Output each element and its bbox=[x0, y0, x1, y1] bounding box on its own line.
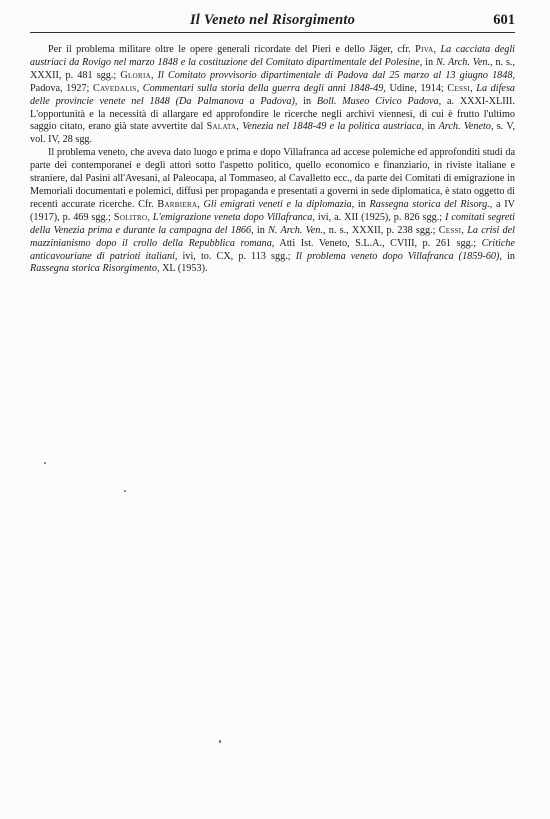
text-run: , bbox=[461, 224, 468, 236]
text-run: , n. s., XXXII, p. 481 sgg.; bbox=[30, 56, 516, 81]
print-speck bbox=[219, 740, 221, 743]
text-run: , n. s., XXXII, p. 238 sgg.; bbox=[322, 224, 439, 236]
author-name: Cessi bbox=[438, 224, 462, 236]
page-header bbox=[30, 10, 515, 33]
footnote-text bbox=[30, 44, 515, 276]
work-title: Boll. Museo Civico Padova bbox=[316, 95, 439, 107]
work-title: I comitati segreti della Venezia prima e durante la campagna del 1866 bbox=[30, 211, 515, 236]
text-run: , bbox=[236, 121, 243, 133]
work-title: N. Arch. Ven. bbox=[435, 56, 491, 68]
text-run: Per il problema militare oltre le opere generali ricordate del Pieri e dello Jäger, cfr. bbox=[48, 44, 416, 55]
page-number: 601 bbox=[493, 12, 515, 28]
work-title: Il problema veneto dopo Villafranca (1859-60) bbox=[295, 250, 500, 262]
text-run: , bbox=[433, 44, 441, 55]
text-run: , a IV (1917), p. 469 sgg.; bbox=[30, 198, 516, 223]
text-run: , in bbox=[294, 95, 317, 107]
text-run: , XL (1953). bbox=[156, 263, 208, 275]
work-title: La crisi del mazzinianismo dopo il crollo della Repubblica romana bbox=[30, 224, 515, 249]
work-title: Critiche anticavouriane di patrioti italiani bbox=[30, 237, 515, 262]
author-name: Gloria bbox=[120, 69, 151, 81]
text-run: , bbox=[470, 82, 477, 94]
work-title: La difesa delle provincie venete nel 1848 (Da Palmanova a Padova) bbox=[30, 82, 516, 107]
text-run: , ivi, a. XII (1925), p. 826 sgg.; bbox=[312, 211, 446, 223]
work-title: Rassegna storica del Risorg. bbox=[369, 198, 490, 210]
text-run: , Padova, 1927; bbox=[30, 69, 515, 94]
work-title: L'emigrazione veneta dopo Villafranca bbox=[152, 211, 313, 223]
print-speck bbox=[44, 462, 46, 464]
text-run: , in bbox=[499, 250, 515, 262]
text-run: , bbox=[147, 211, 153, 223]
work-title: N. Arch. Ven. bbox=[268, 224, 323, 236]
paragraph-military-problem bbox=[30, 44, 515, 147]
text-run: , Udine, 1914; bbox=[383, 82, 448, 94]
text-run: , in bbox=[419, 56, 436, 68]
work-title: Commentari sulla storia della guerra degli anni 1848-49 bbox=[142, 82, 384, 94]
text-run: , bbox=[197, 198, 204, 210]
work-title: Il Comitato provvisorio dipartimentale di Padova dal 25 marzo al 13 giugno 1848 bbox=[157, 69, 513, 81]
text-run: , in bbox=[251, 224, 269, 236]
author-name: Cessi bbox=[447, 82, 471, 94]
text-run: , ivi, to. CX, p. 113 sgg.; bbox=[174, 250, 296, 262]
work-title: Gli emigrati veneti e la diplomazia bbox=[203, 198, 352, 210]
text-run: Il problema veneto, che aveva dato luogo e prima e dopo Villafranca ad accese polemiche ed approfonditi studi da parte dei contemporanei e degli attori sotto l'aspetto politico, quello economico e finanziario, in riviste italiane e straniere, dal Pasini all'Avesani, al Paleocapa, al Tommaseo, al Cavalletto ecc., da parte dei Comitati di emigrazione in Memoriali documentati e polemici, diffusi per propaganda e presentati a governi in sede diplomatica, è stato oggetto di recenti accurate ricerche. Cfr. bbox=[30, 147, 515, 210]
author-name: Cavedalis bbox=[93, 82, 137, 94]
text-run: , Atti Ist. Veneto, S.L.A., CVIII, p. 261 sgg.; bbox=[271, 237, 482, 249]
author-name: Salata bbox=[206, 121, 237, 133]
text-run: , s. V, vol. IV, 28 sgg. bbox=[30, 121, 515, 146]
work-title: Venezia nel 1848-49 e la politica austriaca bbox=[242, 121, 422, 133]
text-run: , in bbox=[351, 198, 370, 210]
author-name: Barbiera bbox=[157, 198, 198, 210]
author-name: Solitro bbox=[113, 211, 148, 223]
print-speck bbox=[124, 490, 126, 492]
author-name: Piva bbox=[415, 44, 434, 55]
paragraph-venetian-problem bbox=[30, 147, 515, 276]
text-run: , in bbox=[421, 121, 439, 133]
running-title: Il Veneto nel Risorgimento bbox=[189, 12, 356, 28]
text-run: , a. XXXI-XLIII. L'opportunità e la necessità di allargare ed approfondire le ricerche negli archivi viennesi, di cui è frutto l'ultimo saggio citato, erano già state avvertite dal bbox=[30, 95, 515, 133]
work-title: Rassegna storica Risorgimento bbox=[30, 263, 157, 275]
text-run: , bbox=[136, 82, 143, 94]
work-title: La cacciata degli austriaci da Rovigo nel marzo 1848 e la costituzione del Comitato dipartimentale del Polesine bbox=[30, 44, 516, 68]
work-title: Arch. Veneto bbox=[438, 121, 491, 133]
text-run: , bbox=[150, 69, 158, 81]
